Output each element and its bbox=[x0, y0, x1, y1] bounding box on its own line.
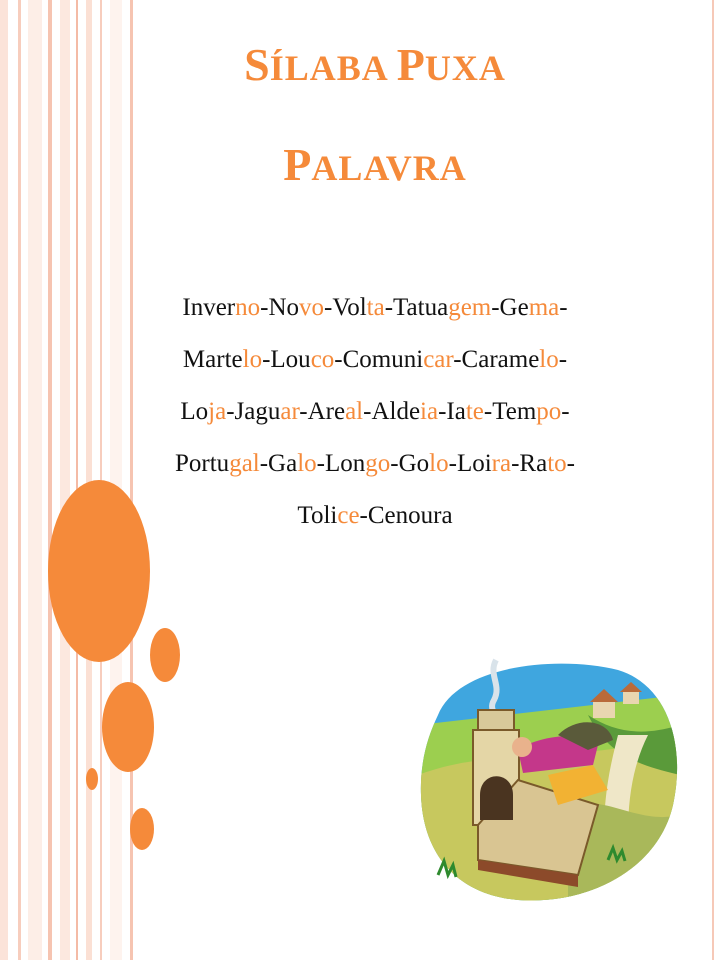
word-segment: -Tatua bbox=[384, 294, 449, 321]
highlighted-syllable: no bbox=[235, 294, 261, 321]
title-word-alavra: ALAVRA bbox=[311, 148, 467, 188]
highlighted-syllable: gem bbox=[448, 294, 492, 321]
highlighted-syllable: ce bbox=[337, 502, 360, 529]
word-segment: -Lon bbox=[316, 450, 366, 477]
highlighted-syllable: to bbox=[547, 450, 567, 477]
word-line bbox=[150, 282, 600, 334]
word-segment: -Are bbox=[299, 398, 346, 425]
highlighted-syllable: gal bbox=[229, 450, 260, 477]
highlighted-syllable: ma bbox=[528, 294, 560, 321]
word-segment: -Alde bbox=[363, 398, 421, 425]
highlighted-syllable: al bbox=[345, 398, 364, 425]
orange-circle-small-lower bbox=[130, 808, 154, 850]
village-oven-illustration bbox=[418, 655, 680, 905]
word-line bbox=[150, 334, 600, 386]
highlighted-syllable: car bbox=[423, 346, 454, 373]
highlighted-syllable: ta bbox=[366, 294, 385, 321]
highlighted-syllable: go bbox=[365, 450, 391, 477]
title-initial-p2: P bbox=[283, 139, 312, 190]
orange-circle-large bbox=[48, 480, 150, 662]
highlighted-syllable: lo bbox=[539, 346, 559, 373]
word-segment: -Tem bbox=[483, 398, 537, 425]
word-segment: Lo bbox=[180, 398, 209, 425]
word-segment: -Jagu bbox=[226, 398, 281, 425]
word-segment: - bbox=[566, 450, 575, 477]
word-line bbox=[150, 386, 600, 438]
highlighted-syllable: lo bbox=[429, 450, 449, 477]
highlighted-syllable: ja bbox=[208, 398, 227, 425]
word-segment: Toli bbox=[297, 502, 338, 529]
page-title-line-2 bbox=[150, 139, 600, 190]
title-initial-s: S bbox=[244, 39, 270, 90]
orange-circle-tiny bbox=[86, 768, 98, 790]
title-word-uxa: UXA bbox=[424, 48, 506, 88]
word-line bbox=[150, 490, 600, 542]
word-segment: Portu bbox=[175, 450, 230, 477]
highlighted-syllable: ra bbox=[491, 450, 512, 477]
highlighted-syllable: lo bbox=[297, 450, 317, 477]
word-segment: -Comuni bbox=[334, 346, 424, 373]
word-segment: -Lou bbox=[262, 346, 311, 373]
word-segment: - bbox=[558, 346, 568, 373]
word-line bbox=[150, 438, 600, 490]
word-segment: -Ga bbox=[259, 450, 298, 477]
word-segment: -Ge bbox=[491, 294, 529, 321]
highlighted-syllable: co bbox=[310, 346, 335, 373]
highlighted-syllable: te bbox=[465, 398, 484, 425]
orange-circle-small bbox=[150, 628, 180, 682]
word-segment: -Cenoura bbox=[359, 502, 453, 529]
word-segment: -Go bbox=[390, 450, 430, 477]
word-segment: Marte bbox=[182, 346, 243, 373]
word-segment: -No bbox=[260, 294, 300, 321]
highlighted-syllable: ar bbox=[280, 398, 300, 425]
page-title-line-1 bbox=[150, 39, 600, 90]
highlighted-syllable: lo bbox=[242, 346, 263, 373]
word-segment: Inver bbox=[182, 294, 236, 321]
title-word-ilaba: ÍLABA bbox=[269, 48, 397, 88]
word-segment: -Vol bbox=[324, 294, 367, 321]
word-segment: - bbox=[561, 398, 570, 425]
highlighted-syllable: vo bbox=[299, 294, 325, 321]
title-initial-p: P bbox=[396, 39, 425, 90]
orange-circle-medium bbox=[102, 682, 154, 772]
word-segment: - bbox=[559, 294, 568, 321]
word-segment: -Loi bbox=[448, 450, 492, 477]
word-segment: -Ra bbox=[511, 450, 548, 477]
highlighted-syllable: po bbox=[536, 398, 562, 425]
word-segment: -Ia bbox=[438, 398, 466, 425]
word-chain bbox=[150, 282, 600, 542]
highlighted-syllable: ia bbox=[420, 398, 439, 425]
right-border-line bbox=[712, 0, 714, 960]
word-segment: -Carame bbox=[453, 346, 540, 373]
decorative-stripes bbox=[0, 0, 140, 960]
